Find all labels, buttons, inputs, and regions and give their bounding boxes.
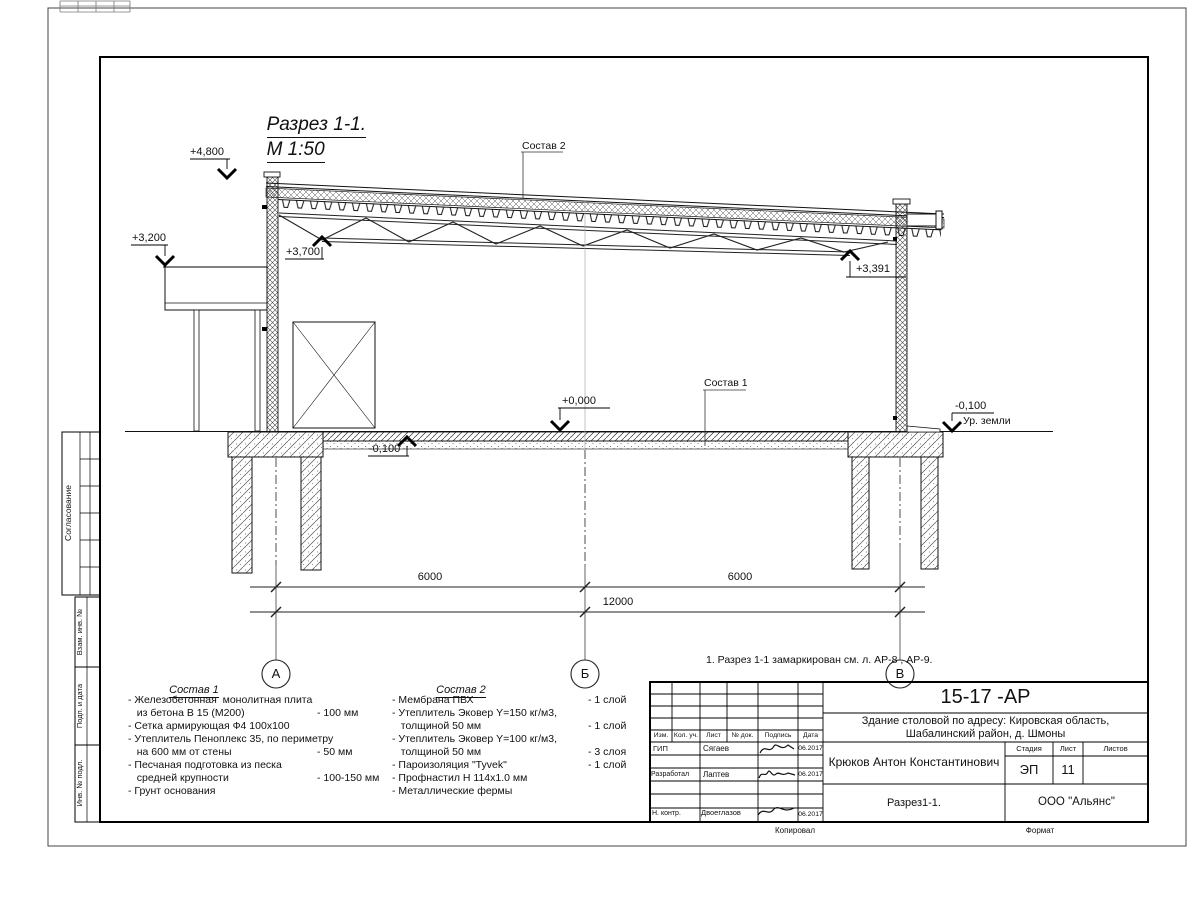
legend-item-text: - Утеплитель Пеноплекс 35, по периметру <box>128 733 334 745</box>
porch <box>165 267 267 431</box>
elevation-label: +0,000 <box>562 395 596 407</box>
author-name: Крюков Антон Константинович <box>828 755 1000 770</box>
dim-label: 6000 <box>727 571 753 583</box>
elevation-label: -0,100 <box>369 443 401 455</box>
note: 1. Разрез 1-1 замаркирован см. л. АР-8 , АР-9. <box>706 654 933 666</box>
legend-item-text: - Утеплитель Эковер Y=100 кг/м3, <box>392 733 558 745</box>
row-date: 06.2017 <box>798 770 823 778</box>
sidebar-label-inv: Инв. № подл. <box>75 759 84 807</box>
row-date: 06.2017 <box>798 744 823 752</box>
legend-item-text: - Пароизоляция "Tyvek" <box>392 759 507 771</box>
dim-label: 6000 <box>417 571 443 583</box>
legend1-item <box>128 772 380 784</box>
legend2-item <box>392 694 627 706</box>
object-name-line1: Здание столовой по адресу: Кировская область, <box>861 714 1110 727</box>
view-scale-text: М 1:50 <box>267 139 325 163</box>
legend1-item <box>128 707 359 719</box>
elevation-label: +3,700 <box>286 246 320 258</box>
col-header-kol: Кол. уч. <box>673 732 699 740</box>
legend1-item <box>128 694 312 706</box>
legend-item-value: - 100 мм <box>317 707 359 719</box>
col-header-list: Лист <box>706 732 721 740</box>
row-name: Сягаев <box>703 744 729 753</box>
object-name-line2: Шабалинский район, д. Шмоны <box>905 727 1066 740</box>
legend2-item <box>392 759 627 771</box>
col-header-podpis: Подпись <box>764 732 792 740</box>
legend1-item <box>128 720 290 732</box>
row-date: 06.2017 <box>798 811 823 819</box>
legend-item-value: - 3 слоя <box>588 746 627 758</box>
legend2-title-text: Состав 2 <box>436 684 486 699</box>
legend-item-text: средней крупности <box>128 772 229 784</box>
legend1-item <box>128 746 353 758</box>
axis-bubble-b: Б <box>580 666 590 681</box>
legend-item-value: - 1 слой <box>588 720 627 732</box>
view-scale <box>256 117 325 163</box>
legend2-item <box>392 720 627 732</box>
legend-item-text: - Металлические фермы <box>392 785 513 797</box>
legend2-item <box>392 733 557 745</box>
sheets-value <box>1083 756 1148 784</box>
format-label: Формат <box>1025 826 1055 836</box>
row-role: ГИП <box>653 744 668 753</box>
legend-item-text: - Утеплитель Эковер Y=150 кг/м3, <box>392 707 558 719</box>
sheets-label: Листов <box>1103 743 1128 753</box>
col-header-izm: Изм. <box>653 732 669 740</box>
legend-item-text: из бетона В 15 (М200) <box>128 707 245 719</box>
row-role: Разработал <box>651 771 690 778</box>
drawing-name: Разрез1-1. <box>886 796 941 809</box>
row-name: Лаптев <box>703 770 730 779</box>
legend1-item <box>128 733 333 745</box>
sidebar-label-podp: Подп. и дата <box>75 683 84 729</box>
legend-item-text: - Железобетонная монолитная плита <box>128 694 313 706</box>
sostav2-leader-label: Состав 2 <box>522 140 566 152</box>
legend-item-value: - 50 мм <box>317 746 353 758</box>
legend1-item <box>128 785 215 797</box>
doc-number: 15-17 -АР <box>940 686 1031 708</box>
row-name: Двоеглазов <box>701 808 741 817</box>
legend-item-text: - Песчаная подготовка из песка <box>128 759 282 771</box>
legend-item-text: - Профнастил Н 114x1.0 мм <box>392 772 528 784</box>
legend-item-text: - Сетка армирующая Ф4 100x100 <box>128 720 290 732</box>
sidebar-label-vzam: Взам. инв. № <box>75 608 84 656</box>
elevation-label: -0,100 <box>955 400 987 412</box>
legend-item-text: - Грунт основания <box>128 785 216 797</box>
legend-item-value: - 1 слой <box>588 759 627 771</box>
view-title-text: Разрез 1-1. <box>267 114 366 138</box>
signature-gip <box>757 741 797 756</box>
sidebar-label-soglasovanie: Согласование <box>63 485 73 541</box>
legend-item-value: - 100-150 мм <box>317 772 380 784</box>
dimensions <box>250 450 925 688</box>
legend2-item <box>392 772 527 784</box>
elevation-label: +3,391 <box>856 263 890 275</box>
legend-item-text: на 600 мм от стены <box>128 746 232 758</box>
company-name: ООО "Альянс" <box>1038 796 1115 809</box>
sheet-label: Лист <box>1059 743 1077 753</box>
elevation-label: +3,200 <box>132 232 166 244</box>
legend1-item <box>128 759 282 771</box>
dim-label-total: 12000 <box>602 596 634 608</box>
object-name <box>823 713 1148 742</box>
legend-item-text: толщиной 50 мм <box>392 720 482 732</box>
legend-item-value: - 1 слой <box>588 694 627 706</box>
legend2-item <box>392 746 627 758</box>
legend2-item <box>392 785 512 797</box>
col-header-ndok: № док. <box>731 732 754 740</box>
sostav1-leader-label: Состав 1 <box>704 377 748 389</box>
stage-label: Стадия <box>1016 743 1042 753</box>
signature-ncontrol <box>755 804 797 821</box>
col-header-data: Дата <box>802 732 819 740</box>
stage-value: ЭП <box>1019 761 1039 777</box>
axis-bubble-v: В <box>895 666 905 681</box>
legend1-title-text: Состав 1 <box>169 684 219 699</box>
elevation-label: +4,800 <box>190 146 224 158</box>
row-role: Н. контр. <box>652 810 681 817</box>
legend2-item <box>392 707 557 719</box>
legend-item-text: толщиной 50 мм <box>392 746 482 758</box>
copied-label: Копировал <box>774 826 816 836</box>
axis-bubble-a: А <box>271 666 281 681</box>
sheet-value: 11 <box>1061 761 1075 777</box>
ground-level-label: Ур. земли <box>963 415 1011 427</box>
signature-developer <box>757 766 797 782</box>
door-crossed-box <box>293 322 375 428</box>
legend-item-text: - Мембрана ПВХ <box>392 694 474 706</box>
